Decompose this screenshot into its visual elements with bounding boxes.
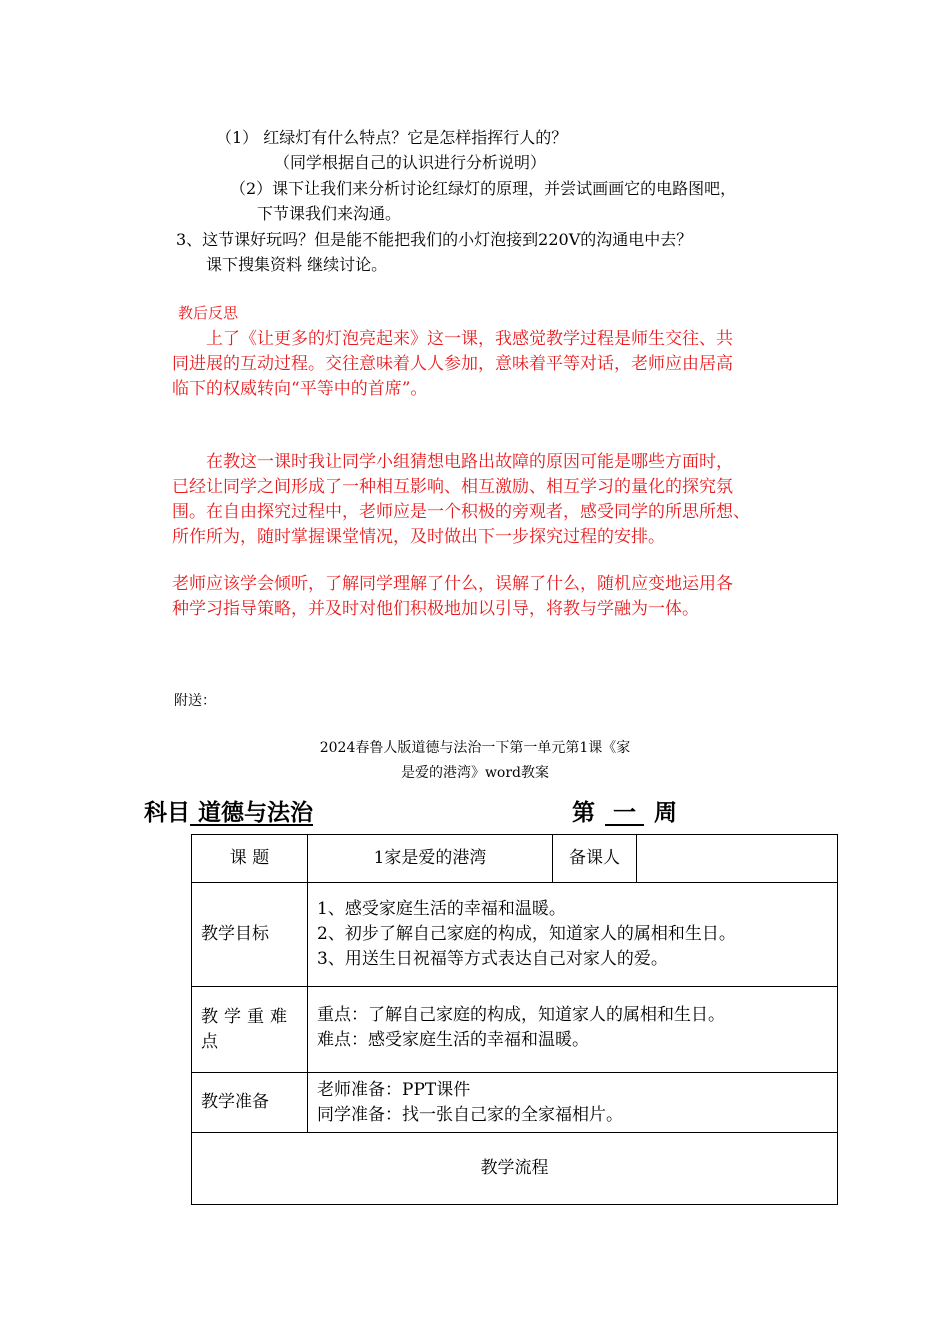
- reflection-p2-line-4: 所作所为，随时掌握课堂情况，及时做出下一步探究过程的安排。: [172, 527, 665, 547]
- keypoints-label-line-2: 点: [201, 1031, 218, 1052]
- subject-heading: [144, 794, 313, 827]
- reflection-p3-line-1: 老师应该学会倾听，了解同学理解了什么，误解了什么，随机应变地运用各: [172, 574, 733, 594]
- prep-label: 教学准备: [192, 1073, 308, 1133]
- goal-item: 2、初步了解自己家庭的构成，知道家人的属相和生日。: [317, 924, 736, 944]
- teacher-value: [637, 835, 838, 883]
- prep-item: 老师准备：PPT课件: [317, 1079, 471, 1100]
- appendix-label: 附送：: [174, 693, 216, 709]
- keypoints-cell: [308, 987, 838, 1073]
- goal-item: 3、用送生日祝福等方式表达自己对家人的爱。: [317, 949, 668, 969]
- lesson-plan-title-line-1: 2024春鲁人版道德与法治一下第一单元第1课《家: [319, 740, 631, 756]
- reflection-p1-line-1: 上了《让更多的灯泡亮起来》这一课，我感觉教学过程是师生交往、共: [206, 329, 733, 349]
- question-2-line-2: 下节课我们来沟通。: [257, 204, 402, 223]
- week-suffix: 周: [654, 799, 678, 826]
- question-1-note: （同学根据自己的认识进行分析说明）: [274, 153, 547, 172]
- question-1: （1） 红绿灯有什么特点？它是怎样指挥行人的？: [216, 128, 568, 147]
- prep-item: 同学准备：找一张自己家的全家福相片。: [317, 1104, 623, 1125]
- goal-item: 1、感受家庭生活的幸福和温暖。: [317, 899, 566, 919]
- table-row: [192, 987, 838, 1073]
- keypoints-label: [192, 987, 308, 1073]
- table-row: [192, 835, 838, 883]
- question-3-line-1: 3、这节课好玩吗？但是能不能把我们的小灯泡接到220V的沟通电中去？: [176, 230, 693, 249]
- week-heading: [572, 794, 677, 827]
- reflection-p2-line-3: 围。在自由探究过程中，老师应是一个积极的旁观者，感受同学的所思所想、: [172, 502, 750, 522]
- question-2-line-1: （2）课下让我们来分析讨论红绿灯的原理，并尝试画画它的电路图吧，: [230, 179, 737, 198]
- reflection-p1-line-3: 临下的权威转向“平等中的首席”。: [172, 379, 428, 399]
- goals-label: 教学目标: [192, 883, 308, 987]
- keypoint-item: 重点：了解自己家庭的构成，知道家人的属相和生日。: [317, 1005, 725, 1025]
- topic-value: 1家是爱的港湾: [308, 835, 553, 883]
- question-3-line-2: 课下搜集资料 继续讨论。: [206, 255, 388, 274]
- lesson-plan-title-line-2: 是爱的港湾》word教案: [400, 765, 550, 781]
- teacher-label: 备课人: [553, 835, 637, 883]
- table-row: [192, 883, 838, 987]
- table-row: [192, 1073, 838, 1133]
- subject-label: 科目: [144, 799, 190, 826]
- reflection-title: 教后反思: [178, 304, 239, 322]
- reflection-p2-line-1: 在教这一课时我让同学小组猜想电路出故障的原因可能是哪些方面时，: [206, 452, 733, 472]
- keypoint-item: 难点：感受家庭生活的幸福和温暖。: [317, 1030, 589, 1050]
- topic-label: 课 题: [192, 835, 308, 883]
- reflection-p2-line-2: 已经让同学之间形成了一种相互影响、相互激励、相互学习的量化的探究氛: [172, 477, 733, 497]
- reflection-p3-line-2: 种学习指导策略，并及时对他们积极地加以引导，将教与学融为一体。: [172, 599, 699, 619]
- table-row: [192, 1133, 838, 1205]
- reflection-p1-line-2: 同进展的互动过程。交往意味着人人参加，意味着平等对话，老师应由居高: [172, 354, 733, 374]
- lesson-plan-table: [191, 834, 838, 1205]
- subject-value: 道德与法治: [190, 799, 314, 826]
- week-label: 第: [572, 799, 595, 826]
- keypoints-label-line-1: 教学重难: [201, 1006, 293, 1027]
- week-value: 一: [605, 799, 645, 826]
- prep-cell: [308, 1073, 838, 1133]
- teaching-flow-header: 教学流程: [192, 1133, 838, 1205]
- goals-cell: [308, 883, 838, 987]
